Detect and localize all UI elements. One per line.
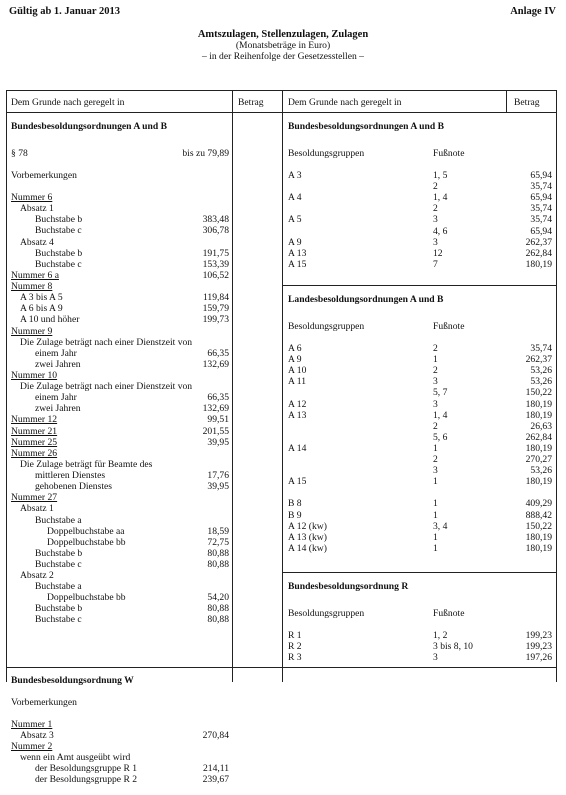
row-label: Doppelbuchstabe bb	[47, 592, 126, 603]
footnote-ref: 12	[433, 247, 443, 259]
row-amount: 80,88	[207, 559, 229, 570]
title-sub2: – in der Reihenfolge der Gesetzesstellen –	[202, 51, 364, 62]
row-amount: 80,88	[207, 614, 229, 625]
footnote-ref: 1	[433, 509, 438, 521]
row-amount: 150,22	[525, 520, 552, 532]
row-label: Doppelbuchstabe bb	[47, 537, 126, 548]
row-amount: 199,73	[202, 314, 229, 325]
row-amount: 214,11	[202, 763, 229, 774]
row-amount: 199,23	[525, 641, 552, 653]
pay-group: A 5	[288, 214, 302, 226]
pay-group: A 15	[288, 258, 307, 270]
row-amount: 150,22	[525, 387, 552, 399]
footnote-ref: 1	[433, 531, 438, 543]
pay-group: A 11	[288, 376, 307, 388]
row-label: Buchstabe a	[35, 515, 82, 526]
footnote-ref: 1	[433, 542, 438, 554]
pay-group: A 3	[288, 170, 302, 181]
row-amount: 35,74	[530, 181, 552, 193]
footnote-ref: 3	[433, 398, 438, 410]
row-amount: 80,88	[207, 603, 229, 614]
row-label: Nummer 26	[11, 448, 58, 459]
footnote-ref: 5, 6	[433, 431, 448, 443]
footnote-ref: 1, 2	[433, 630, 448, 641]
row-amount: 262,37	[525, 354, 552, 366]
pay-group: B 9	[288, 509, 302, 521]
row-amount: 270,84	[202, 730, 229, 741]
row-amount: 53,26	[530, 465, 552, 477]
row-label: Nummer 8	[11, 281, 53, 292]
row-amount: 65,94	[530, 225, 552, 237]
footnote-ref: 3	[433, 465, 438, 477]
footnote-ref: 3	[433, 236, 438, 248]
row-amount: 119,84	[202, 292, 229, 303]
left-column-header: Dem Grunde nach geregelt in	[11, 97, 125, 108]
right-section-title: Landesbesoldungsordnungen A und B	[288, 294, 444, 305]
pay-group: R 2	[288, 641, 302, 653]
row-amount: 197,26	[525, 652, 552, 664]
allowance-table	[6, 90, 557, 792]
row-amount: bis zu 79,89	[182, 148, 229, 159]
row-amount: 54,20	[207, 592, 229, 603]
footnote-ref: 2	[433, 454, 438, 465]
row-label: Nummer 21	[11, 426, 58, 437]
row-amount: 262,84	[525, 431, 552, 443]
pay-group: A 13	[288, 247, 307, 259]
footnote-ref: 4, 6	[433, 225, 448, 237]
row-label: Doppelbuchstabe aa	[47, 526, 125, 537]
row-label: Nummer 1	[11, 719, 53, 730]
row-label: Buchstabe a	[35, 581, 82, 592]
row-amount: 35,74	[530, 343, 552, 354]
footnote-ref: 3, 4	[433, 520, 448, 532]
footnote-ref: 1	[433, 442, 438, 454]
subheader-groups: Besoldungsgruppen	[288, 608, 365, 619]
row-label: Nummer 10	[11, 370, 58, 381]
row-label: Vorbemerkungen	[11, 697, 77, 708]
row-label: Buchstabe c	[35, 225, 82, 236]
row-label: Buchstabe c	[35, 614, 82, 625]
row-amount: 191,75	[202, 248, 229, 259]
subheader-groups: Besoldungsgruppen	[288, 321, 365, 332]
row-amount: 180,19	[525, 542, 552, 554]
row-amount: 888,42	[525, 509, 552, 521]
title-sub1: (Monatsbeträge in Euro)	[235, 40, 331, 51]
row-amount: 35,74	[530, 214, 552, 226]
row-label: Buchstabe b	[35, 603, 83, 614]
row-label: einem Jahr	[35, 348, 77, 359]
row-amount: 180,19	[525, 531, 552, 543]
row-amount: 180,19	[525, 442, 552, 454]
row-amount: 39,95	[207, 481, 229, 492]
row-amount: 17,76	[207, 470, 229, 481]
row-amount: 132,69	[202, 359, 229, 370]
row-label: der Besoldungsgruppe R 2	[35, 774, 138, 785]
footnote-ref: 1	[433, 498, 438, 510]
footnote-ref: 3 bis 8, 10	[433, 641, 473, 653]
row-label: A 6 bis A 9	[20, 303, 63, 314]
row-label: Buchstabe c	[35, 559, 82, 570]
row-amount: 106,52	[202, 270, 229, 281]
footnote-ref: 5, 7	[433, 387, 448, 399]
row-amount: 35,74	[530, 203, 552, 215]
row-label: Nummer 6 a	[11, 270, 59, 281]
annex-label: Anlage IV	[510, 6, 556, 17]
row-label: A 3 bis A 5	[20, 292, 63, 303]
pay-group: A 10	[288, 365, 307, 377]
row-label: der Besoldungsgruppe R 1	[35, 763, 138, 774]
row-amount: 53,26	[530, 376, 552, 388]
row-label: Nummer 12	[11, 414, 58, 425]
subheader-footnote: Fußnote	[433, 148, 465, 159]
row-amount: 199,23	[525, 630, 552, 641]
pay-group: A 15	[288, 476, 307, 488]
row-label: A 10 und höher	[20, 314, 80, 325]
row-amount: 26,63	[530, 420, 552, 432]
footnote-ref: 1, 5	[433, 170, 448, 181]
validity-date: Gültig ab 1. Januar 2013	[9, 6, 120, 17]
footnote-ref: 1, 4	[433, 409, 448, 421]
row-amount: 18,59	[207, 526, 229, 537]
footnote-ref: 2	[433, 365, 438, 377]
right-amount-header: Betrag	[514, 97, 540, 108]
pay-group: A 12	[288, 398, 307, 410]
row-amount: 66,35	[207, 392, 229, 403]
footnote-ref: 7	[433, 258, 438, 270]
footnote-ref: 2	[433, 343, 438, 354]
row-label: Absatz 1	[20, 503, 54, 514]
row-label: Absatz 4	[20, 237, 54, 248]
row-label: Nummer 6	[11, 192, 53, 203]
row-label: mittleren Dienstes	[35, 470, 106, 481]
subheader-footnote: Fußnote	[433, 608, 465, 619]
row-amount: 132,69	[202, 403, 229, 414]
row-amount: 153,39	[202, 259, 229, 270]
footnote-ref: 3	[433, 214, 438, 226]
row-amount: 65,94	[530, 170, 552, 181]
pay-group: A 13 (kw)	[288, 531, 327, 543]
row-label: Die Zulage beträgt nach einer Dienstzeit von	[20, 381, 193, 392]
row-label: Buchstabe b	[35, 548, 83, 559]
row-amount: 39,95	[207, 437, 229, 448]
pay-group: A 14 (kw)	[288, 542, 327, 554]
pay-group: R 3	[288, 652, 302, 664]
footnote-ref: 1	[433, 476, 438, 488]
row-amount: 306,78	[202, 225, 229, 236]
row-label: Nummer 27	[11, 492, 58, 503]
footnote-ref: 3	[433, 376, 438, 388]
right-section-title: Bundesbesoldungsordnungen A und B	[288, 121, 444, 132]
row-amount: 65,94	[530, 192, 552, 204]
left-amount-header: Betrag	[238, 97, 264, 108]
row-amount: 180,19	[525, 476, 552, 488]
row-label: zwei Jahren	[35, 359, 81, 370]
row-label: einem Jahr	[35, 392, 77, 403]
row-amount: 262,84	[525, 247, 552, 259]
row-amount: 180,19	[525, 258, 552, 270]
pay-group: A 14	[288, 442, 307, 454]
footnote-ref: 1	[433, 354, 438, 366]
footnote-ref: 3	[433, 652, 438, 664]
pay-group: A 13	[288, 409, 307, 421]
row-amount: 239,67	[202, 774, 229, 785]
row-label: Absatz 1	[20, 203, 54, 214]
row-label: gehobenen Dienstes	[35, 481, 112, 492]
footnote-ref: 2	[433, 420, 438, 432]
row-label: § 78	[11, 148, 28, 159]
row-amount: 80,88	[207, 548, 229, 559]
row-amount: 66,35	[207, 348, 229, 359]
pay-group: A 4	[288, 192, 302, 204]
right-section-title: Bundesbesoldungsordnung R	[288, 581, 409, 592]
row-amount: 159,79	[202, 303, 229, 314]
row-amount: 180,19	[525, 398, 552, 410]
row-label: Nummer 9	[11, 326, 53, 337]
row-label: Nummer 2	[11, 741, 53, 752]
footnote-ref: 2	[433, 181, 438, 193]
row-label: Buchstabe b	[35, 248, 83, 259]
document-title	[0, 29, 566, 62]
row-label: Vorbemerkungen	[11, 170, 77, 181]
row-amount: 180,19	[525, 409, 552, 421]
row-label: Buchstabe c	[35, 259, 82, 270]
pay-group: A 12 (kw)	[288, 520, 327, 532]
footnote-ref: 1, 4	[433, 192, 448, 204]
row-label: Die Zulage beträgt nach einer Dienstzeit von	[20, 337, 193, 348]
row-amount: 99,51	[207, 414, 229, 425]
footnote-ref: 2	[433, 203, 438, 215]
pay-group: A 9	[288, 236, 302, 248]
section-title-bund-w: Bundesbesoldungsordnung W	[11, 675, 134, 686]
row-label: zwei Jahren	[35, 403, 81, 414]
row-amount: 270,27	[525, 454, 552, 465]
subheader-footnote: Fußnote	[433, 321, 465, 332]
row-amount: 201,55	[202, 426, 229, 437]
pay-group: B 8	[288, 498, 302, 510]
pay-group: R 1	[288, 630, 302, 641]
row-label: Die Zulage beträgt für Beamte des	[20, 459, 153, 470]
pay-group: A 9	[288, 354, 302, 366]
row-label: Absatz 3	[20, 730, 54, 741]
row-label: Buchstabe b	[35, 214, 83, 225]
row-label: Absatz 2	[20, 570, 54, 581]
section-title-bund-ab: Bundesbesoldungsordnungen A und B	[11, 121, 167, 132]
row-amount: 409,29	[525, 498, 552, 510]
row-amount: 383,48	[202, 214, 229, 225]
title-main: Amtszulagen, Stellenzulagen, Zulagen	[197, 29, 369, 40]
row-amount: 262,37	[525, 236, 552, 248]
subheader-groups: Besoldungsgruppen	[288, 148, 365, 159]
row-label: wenn ein Amt ausgeübt wird	[20, 752, 131, 763]
row-label: Nummer 25	[11, 437, 58, 448]
row-amount: 53,26	[530, 365, 552, 377]
pay-group: A 6	[288, 343, 302, 354]
row-amount: 72,75	[207, 537, 229, 548]
right-column-header: Dem Grunde nach geregelt in	[288, 97, 402, 108]
